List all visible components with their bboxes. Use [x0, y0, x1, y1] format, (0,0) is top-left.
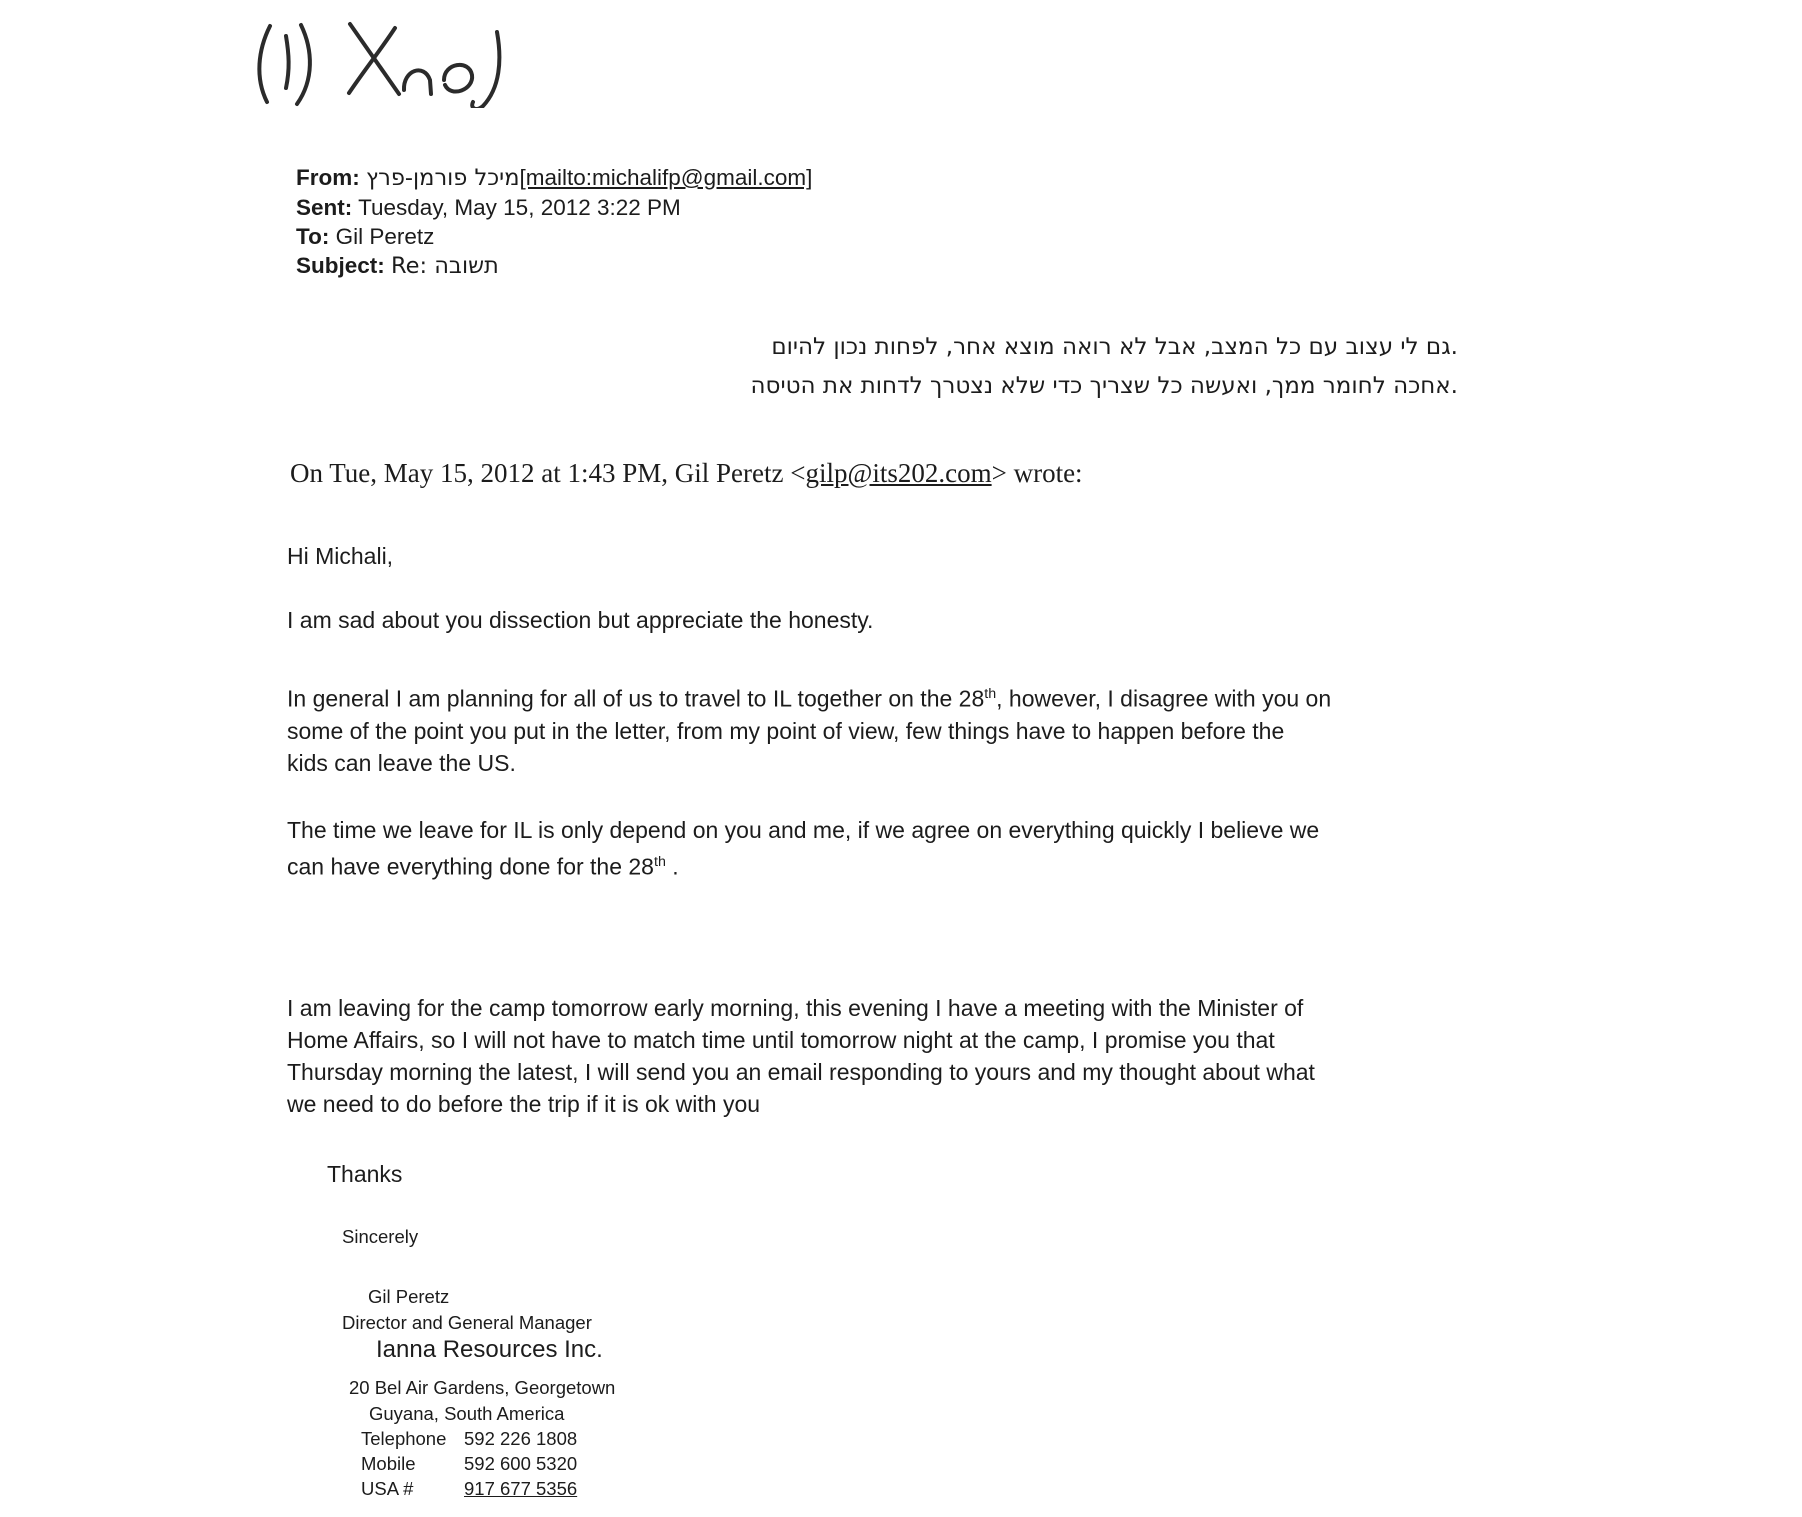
usa-number-row: [361, 1478, 577, 1500]
address-line-2: Guyana, South America: [369, 1403, 565, 1424]
address-line-1: 20 Bel Air Gardens, Georgetown: [349, 1377, 616, 1398]
to-value: Gil Peretz: [335, 224, 435, 249]
quote-suffix: > wrote:: [991, 458, 1083, 488]
hebrew-line-2: .אחכה לחומר ממך, ואעשה כל שצריך כדי שלא נצטרך לדחות את הטיסה: [750, 373, 1458, 399]
telephone-value: 592 226 1808: [464, 1428, 578, 1449]
mobile-row: [361, 1453, 577, 1475]
hebrew-message: [751, 328, 1459, 406]
subject-label: Subject:: [296, 253, 385, 278]
sent-row: [296, 193, 812, 222]
handwritten-annotation: [246, 6, 518, 108]
body-paragraph-2: In general I am planning for all of us to travel to IL together on the 28th, however, I disagree with you on some of the point you put in the letter, from my point of view, few things have to happen before the kids can leave the US.: [287, 685, 1332, 776]
sent-label: Sent:: [296, 195, 353, 220]
body-paragraph-1: I am sad about you dissection but appreciate the honesty.: [287, 607, 874, 633]
usa-number-label: USA #: [361, 1478, 414, 1499]
from-row: [296, 163, 812, 193]
subject-row: [296, 251, 812, 281]
mobile-label: Mobile: [361, 1453, 416, 1474]
body-greeting: Hi Michali,: [287, 543, 394, 569]
subject-value: Re: תשובה: [391, 253, 499, 279]
signer-name: Gil Peretz: [368, 1286, 450, 1307]
signer-title: Director and General Manager: [342, 1312, 592, 1333]
sincerely-text: Sincerely: [342, 1226, 419, 1247]
to-row: [296, 222, 812, 251]
company-name: Ianna Resources Inc.: [376, 1336, 603, 1363]
body-paragraph-4: I am leaving for the camp tomorrow early morning, this evening I have a meeting with the Minister of Home Affairs, so I will not have to match time until tomorrow night at the camp, I promise you that Thursday morning the latest, I will send you an email responding to yours and my thought about what we need to do before the trip if it is ok with you: [287, 995, 1315, 1117]
body-paragraph-3: The time we leave for IL is only depend on you and me, if we agree on everything quickly I believe we can have everything done for the 28th .: [287, 817, 1320, 880]
from-email-link[interactable]: [mailto:michalifp@gmail.com]: [519, 165, 813, 190]
quote-prefix: On Tue, May 15, 2012 at 1:43 PM, Gil Peretz <: [290, 458, 806, 488]
quote-attribution: [290, 458, 1083, 489]
usa-number-link[interactable]: 917 677 5356: [464, 1478, 578, 1499]
quoted-email-link[interactable]: gilp@its202.com: [805, 458, 992, 488]
from-label: From:: [296, 165, 360, 190]
hebrew-line-1: .גם לי עצוב עם כל המצב, אבל לא רואה מוצא אחר, לפחות נכון להיום: [771, 334, 1458, 360]
from-name: מיכל פורמן-פרץ: [366, 165, 520, 191]
to-label: To:: [296, 224, 330, 249]
telephone-label: Telephone: [361, 1428, 447, 1449]
sent-value: Tuesday, May 15, 2012 3:22 PM: [358, 195, 681, 220]
email-header: [296, 163, 812, 281]
mobile-value: 592 600 5320: [464, 1453, 578, 1474]
telephone-row: [361, 1428, 577, 1450]
thanks-text: Thanks: [327, 1161, 403, 1187]
